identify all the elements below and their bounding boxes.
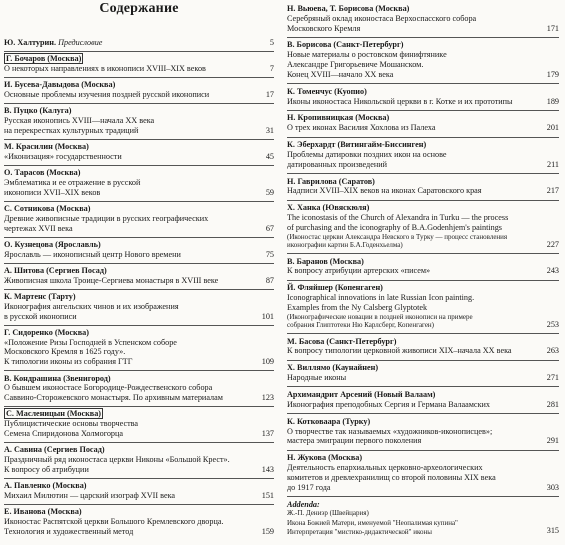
entry-title-line: Московского Кремля [287,23,361,33]
entry-page-number: 211 [547,159,559,169]
author-name: Ю. Халтурин. [4,38,57,47]
entry-author [4,481,274,491]
entry-divider [4,325,274,326]
page-title: Содержание [99,1,179,16]
toc-entry[interactable] [4,409,274,438]
author-name: Е. Иванова (Москва) [4,507,82,517]
entry-title-line: Эмблематика и ее отражение в русской [4,178,141,188]
entry-author [287,390,559,400]
entry-author [287,500,559,510]
entry-title-line: комитетов и древлехранилищ со второй половины XIX века [287,472,496,482]
author-name: Х. Виллямо (Каунайнен) [287,363,379,373]
entry-page-number: 303 [546,482,559,492]
entry-title-line: в русской иконописи [4,311,77,321]
toc-entry[interactable] [4,266,274,286]
toc-entry[interactable] [287,140,559,169]
author-name: Г. Бочаров (Москва) [6,54,82,64]
entry-title-line: до 1917 года [287,482,331,492]
entry-title-line: Древние живописные традиции в русских географических [4,213,209,223]
entry-author [287,283,559,293]
entry-title-line: на перекрестках культурных традиций [4,125,139,135]
entry-page-number: 137 [261,428,274,438]
entry-translation-line: (Иконостас церкви Александра Невского в Турку — процесс становления [287,232,508,241]
entry-title-line: датированных произведений [287,159,388,169]
entry-title-line: Иконография преподобных Сергия и Германа Валаамских [287,399,491,409]
entry-title-line: К вопросу об атрибуции [4,464,89,474]
entry-page-number: 201 [546,123,559,133]
entry-divider [287,137,559,138]
entry-title-line: Конец XVIII—начало XX века [287,69,394,79]
entry-title-line: Деятельность епархиальных церковно-археологических [287,463,483,472]
entry-divider [4,442,274,443]
toc-entry[interactable] [287,177,559,197]
entry-title-line: Iconographical innovations in late Russian Icon painting. [287,293,475,303]
entry-title-line: Михаил Милютин — царский изограф XVII века [4,490,176,500]
entry-author [4,374,274,384]
author-name: А. Шитова (Сергиев Посад) [4,266,107,275]
entry-page-number: 253 [546,319,559,329]
author-name: М. Басова (Санкт-Петербург) [287,336,397,346]
toc-entry[interactable] [4,204,274,233]
toc-entry[interactable] [287,283,559,329]
entry-page-number: 217 [546,186,559,196]
entry-title-line: К вопросу типологии церковной живописи XIX–начала XX века [287,346,512,356]
author-name: Н. Вьюева, Т. Борисова (Москва) [287,4,410,13]
toc-entry[interactable] [4,168,274,197]
entry-divider [287,360,559,361]
entry-page-number: 109 [261,357,274,367]
entry-author [4,106,274,116]
author-name: Г. Сидоренко (Москва) [4,327,89,337]
author-name: К. Мартенс (Тарту) [4,292,76,302]
entry-author [4,142,274,152]
entry-author [287,177,559,187]
entry-author [287,203,559,213]
toc-entry[interactable] [287,113,559,133]
entry-divider [4,77,274,78]
toc-entry[interactable] [4,38,274,48]
author-name: М. Красилин (Москва) [4,142,89,152]
entry-divider [287,413,559,414]
entry-translation-line: собрания Глиптотеки Ню Карлсберг, Копенгаген) [287,321,435,330]
entry-divider [287,37,559,38]
author-name: О. Кузнецова (Ярославль) [4,239,101,249]
entry-divider [287,386,559,387]
entry-page-number: 17 [265,90,274,100]
entry-page-number: 159 [261,526,274,536]
author-name: К. Томенчус (Куопио) [287,86,367,96]
entry-divider [4,103,274,104]
author-name: Н. Кропивницкая (Москва) [287,113,390,123]
entry-page-number: 189 [546,96,559,106]
entry-title-line: Ярославль — иконописный центр Нового времени [4,249,181,259]
entry-divider [287,200,559,201]
author-name: О. Тарасов (Москва) [4,168,81,178]
author-name: В. Кондрашина (Звенигород) [4,373,111,383]
entry-divider [287,333,559,334]
entry-author [4,54,274,64]
entry-author [287,453,559,463]
entry-title-line: К вопросу атрибуции артерских «писем» [287,266,431,276]
toc-entry[interactable] [4,54,274,74]
entry-author [4,240,274,250]
entry-divider [4,139,274,140]
entry-page-number: 291 [546,436,559,446]
entry-title-line: Икона Божией Матери, именуемой "Неопалимая купина" [287,519,458,528]
entry-page-number: 315 [546,526,559,536]
entry-page-number: 123 [261,393,274,403]
entry-title-line: О творчестве так называемых «художников-иконописцев»; [287,426,493,436]
entry-title-line: Серебряный оклад иконостаса Верхоспасского собора [287,13,477,23]
entry-page-number: 75 [265,249,274,259]
entry-title-line: О трех иконах Василия Хохлова из Палеха [287,123,436,133]
toc-entry[interactable] [287,417,559,446]
entry-title-line: Иконография ангельских чинов и их изображения [4,301,179,311]
entry-page-number: 281 [546,399,559,409]
entry-title-line: «Положение Ризы Господней в Успенском соборе [4,337,177,347]
toc-entry[interactable] [287,500,559,536]
author-name: Х. Ханка (Ювяскюля) [287,203,370,213]
entry-page-number: 101 [261,311,274,321]
entry-author [4,409,274,419]
entry-divider [4,478,274,479]
entry-divider [287,173,559,174]
toc-entry[interactable] [4,106,274,135]
entry-divider [4,289,274,290]
toc-entry[interactable] [287,40,559,79]
entry-divider [287,450,559,451]
author-name: Архимандрит Арсений (Новый Валаам) [287,390,436,400]
author-name: Н. Гаврилова (Саратов) [287,176,375,186]
entry-title-line: of purchasing and the iconography of B.A.Godenhjem's paintings [287,222,502,232]
entry-page-number: 7 [269,64,274,74]
entry-page-number: 87 [265,275,274,285]
author-name: Н. Жукова (Москва) [287,453,363,463]
entry-divider [4,165,274,166]
toc-entry[interactable] [4,374,274,403]
entry-divider [4,504,274,505]
entry-author [4,292,274,302]
author-name: В. Пуцко (Калуга) [4,106,72,116]
entry-title-line: Народные иконы [287,373,347,383]
entry-author [287,257,559,267]
toc-entry[interactable] [287,87,559,107]
entry-divider [287,83,559,84]
entry-divider [4,201,274,202]
entry-author [4,266,274,276]
entry-divider [4,370,274,371]
entry-author [287,40,559,50]
entry-title-line: Иконы иконостаса Никольской церкви в г. Котке и их прототипы [287,96,513,106]
author-name: К. Эберхардт (Витингайм-Биссинген) [287,140,427,150]
entry-page-number: 59 [265,187,274,197]
entry-author [4,445,274,455]
toc-entry[interactable] [287,203,559,249]
entry-divider [287,110,559,111]
entry-title-line: Московского Кремля в 1625 году». [4,347,126,357]
entry-title-line: Новые материалы о ростовском финифтянике [287,50,447,60]
toc-entry[interactable] [4,445,274,474]
toc-entry[interactable] [287,257,559,277]
entry-title-line: Русская иконопись XVIII—начала XX века [4,116,155,126]
author-name: К. Котковаара (Турку) [287,416,371,426]
entry-page-number: 151 [261,490,274,500]
entry-title-line: Праздничный ряд иконостаса церкви Никоны «Большой Крест». [4,455,230,465]
author-name: А. Савина (Сергиев Посад) [4,445,105,455]
entry-page-number: 227 [546,239,559,249]
entry-divider [4,237,274,238]
entry-title-line: «Иконизация» государственности [4,151,122,161]
entry-title-line: The iconostasis of the Church of Alexandra in Turku — the process [287,213,509,223]
toc-entry[interactable] [4,80,274,100]
author-name: В. Баранов (Москва) [287,256,364,266]
entry-author [287,113,559,123]
entry-page-number: 143 [261,464,274,474]
entry-translation-line: иконографии картин Б.А.Годенхьелма) [287,241,403,250]
entry-author [4,168,274,178]
author-name: И. Бусева-Давыдова (Москва) [4,80,116,90]
entry-title-line: Иконостас Распятской церкви Большого Кремлевского дворца. [4,516,224,526]
author-name: Addenda: [287,499,320,509]
entry-title-italic: Предисловие [58,38,103,47]
author-name: В. Борисова (Санкт-Петербург) [287,40,404,50]
entry-title-line: Саввино-Сторожевского монастыря. По архивным материалам [4,393,223,403]
author-name: Й. Фляйшер (Копенгаген) [287,283,383,293]
entry-translation-line: (Иконографические новации в поздней иконописи на примере [287,312,473,321]
toc-entry[interactable] [4,292,274,321]
toc-entry[interactable] [4,240,274,260]
entry-page-number: 31 [265,125,274,135]
entry-page-number: 171 [546,23,559,33]
toc-entry[interactable] [287,4,559,33]
toc-entry[interactable] [4,142,274,162]
entry-page-number: 271 [546,373,559,383]
entry-title-line: О бывшем иконостасе Богородице-Рождественского собора [4,383,213,393]
entry-author [4,38,274,48]
entry-author [287,337,559,347]
entry-page-number: 263 [546,346,559,356]
entry-title-line: Проблемы датировки поздних икон на основе [287,149,447,159]
entry-divider [287,496,559,497]
author-name: С. Масленицын (Москва) [6,409,102,419]
entry-author [287,87,559,97]
entry-author [287,4,559,14]
author-name: С. Сотникова (Москва) [4,204,91,214]
entry-author [287,363,559,373]
entry-title-line: Надписи XVIII–XIX веков на иконах Саратовского края [287,186,482,196]
toc-entry[interactable] [4,328,274,367]
author-name: А. Павленко (Москва) [4,481,87,491]
entry-author [4,507,274,517]
entry-title-line: Интерпретация "мистико-дидактической" иконы [287,527,432,536]
entry-page-number: 45 [265,151,274,161]
entry-page-number: 5 [269,38,274,47]
entry-title-line: иконописи XVII–XIX веков [4,187,101,197]
entry-sub-author: Ж.-П. Дениэр (Швейцария) [287,509,369,518]
entry-author [4,80,274,90]
entry-divider [4,51,274,52]
entry-page-number: 179 [546,69,559,79]
toc-entry[interactable] [287,453,559,492]
toc-entry[interactable] [287,390,559,410]
toc-entry[interactable] [287,337,559,357]
entry-title-line: Живописная школа Троице-Сергиева монастыря в XVIII веке [4,275,219,285]
entry-title-line: Семена Спиридонова Холмогорца [4,428,124,438]
entry-divider [4,263,274,264]
entry-page-number: 243 [546,266,559,276]
toc-entry[interactable] [4,481,274,501]
entry-author [287,140,559,150]
entry-title-line: Examples from the Ny Calsberg Glyptotek [287,302,428,312]
entry-title-line: К типологии иконы из собрания ГТГ [4,357,133,367]
toc-entry[interactable] [287,363,559,383]
entry-author [4,204,274,214]
entry-title-line: Технология и художественный метод [4,526,134,536]
entry-title-line: мастера эмиграции первого поколения [287,436,422,446]
entry-divider [4,406,274,407]
entry-title-line: О некоторых направлениях в иконописи XVIII–XIX веков [4,64,206,74]
entry-author [287,417,559,427]
entry-page-number: 67 [265,223,274,233]
entry-title-line: чертежах XVII века [4,223,73,233]
entry-divider [287,253,559,254]
entry-title-line: Александре Григорьевиче Мошанском. [287,60,424,70]
entry-author [4,328,274,338]
entry-divider [287,280,559,281]
entry-title-line: Основные проблемы изучения поздней русской иконописи [4,90,210,100]
entry-title-line: Публицистические основы творчества [4,419,139,429]
toc-entry[interactable] [4,507,274,536]
